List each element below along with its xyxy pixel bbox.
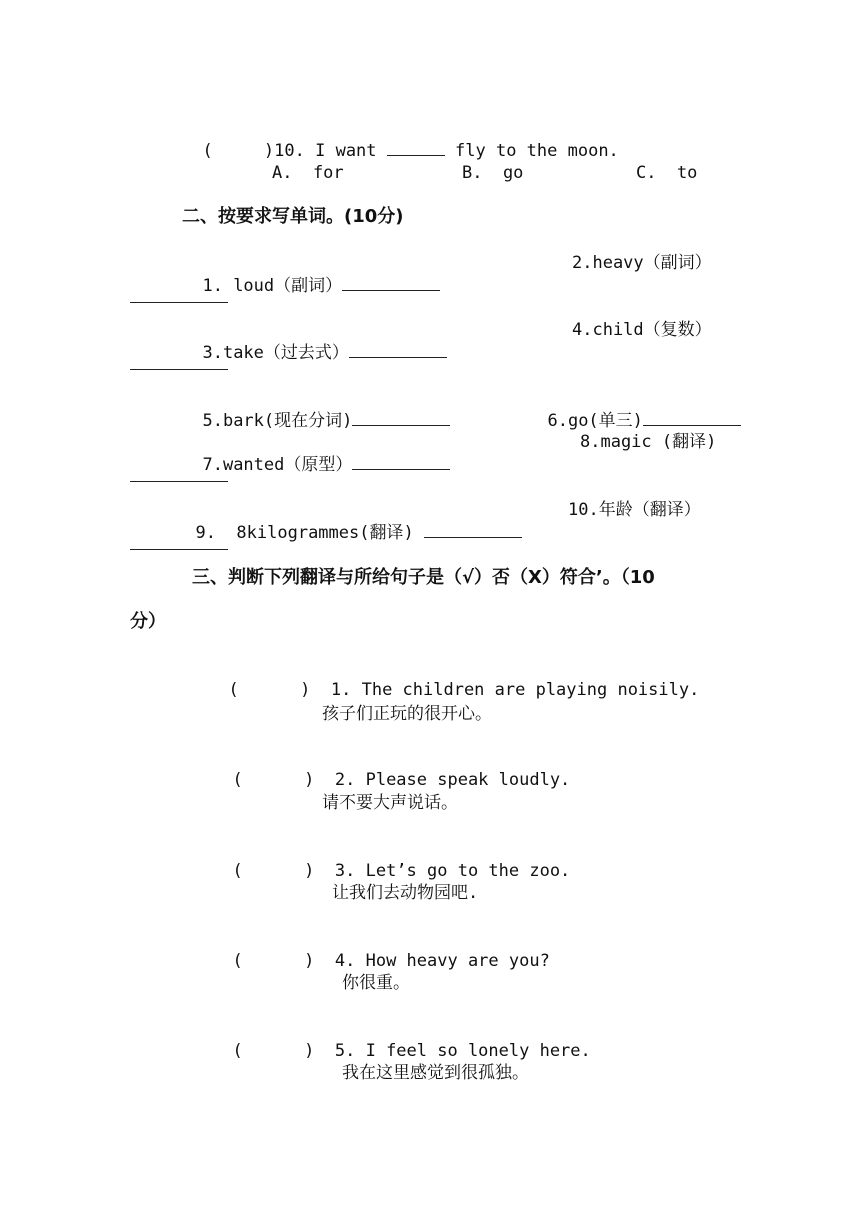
answer-paren[interactable]: ( ) — [202, 141, 275, 161]
english-sentence: I feel so lonely here. — [365, 1041, 591, 1061]
answer-paren[interactable]: ( ) — [232, 770, 315, 790]
item-number: 2. — [334, 770, 356, 790]
chinese-translation-5: 我在这里感觉到很孤独。 — [342, 1063, 529, 1083]
word-item-10-blank[interactable] — [130, 533, 228, 556]
section-2-heading: 二、按要求写单词。(10分) — [182, 206, 404, 227]
word-prompt: 6.go(单三) — [547, 411, 643, 431]
chinese-translation-1: 孩子们正玩的很开心。 — [322, 704, 492, 724]
answer-paren[interactable]: ( ) — [228, 680, 311, 700]
item-number: 4. — [334, 951, 356, 971]
answer-blank[interactable] — [342, 274, 440, 291]
option-b[interactable]: B. go — [462, 163, 524, 183]
answer-blank[interactable] — [352, 453, 450, 470]
english-sentence: Let’s go to the zoo. — [365, 861, 571, 881]
judge-item-1 — [208, 657, 699, 701]
chinese-translation-2: 请不要大声说话。 — [322, 793, 458, 813]
option-c[interactable]: C. to — [636, 163, 698, 183]
item-number: 5. — [334, 1041, 356, 1061]
answer-blank[interactable] — [424, 521, 522, 538]
word-item-4: 4.child（复数） — [572, 320, 712, 340]
chinese-translation-3: 让我们去动物园吧. — [332, 883, 479, 903]
item-number: 1. — [330, 680, 352, 700]
judge-item-5 — [212, 1018, 591, 1062]
word-item-2: 2.heavy（副词） — [572, 253, 712, 273]
item-number: 3. — [334, 861, 356, 881]
english-sentence: Please speak loudly. — [365, 770, 571, 790]
section-3-heading-line1: 三、判断下列翻译与所给句子是（√）否（X）符合’。（10 — [192, 567, 655, 588]
word-item-6 — [527, 387, 741, 432]
answer-blank[interactable] — [643, 409, 741, 426]
word-item-4-blank[interactable] — [130, 353, 228, 376]
word-prompt: 1. loud（副词） — [202, 276, 343, 296]
question-text-after: fly to the moon. — [455, 141, 619, 161]
question-number: 10. — [274, 141, 305, 161]
question-10 — [182, 117, 619, 162]
answer-blank[interactable] — [387, 139, 445, 156]
answer-paren[interactable]: ( ) — [232, 951, 315, 971]
word-item-8: 8.magic (翻译) — [580, 432, 717, 452]
word-prompt: 7.wanted（原型） — [202, 455, 353, 475]
judge-item-4 — [212, 928, 550, 972]
judge-item-2 — [212, 747, 570, 791]
option-a[interactable]: A. for — [272, 163, 344, 183]
english-sentence: The children are playing noisily. — [361, 680, 700, 700]
section-3-heading-line2: 分） — [130, 611, 166, 632]
answer-paren[interactable]: ( ) — [232, 1041, 315, 1061]
answer-blank[interactable] — [352, 409, 450, 426]
chinese-translation-4: 你很重。 — [342, 973, 410, 993]
judge-item-3 — [212, 838, 570, 882]
english-sentence: How heavy are you? — [365, 951, 550, 971]
word-item-2-blank[interactable] — [130, 286, 228, 309]
answer-paren[interactable]: ( ) — [232, 861, 315, 881]
word-item-8-blank[interactable] — [130, 465, 228, 488]
word-item-5 — [182, 387, 450, 432]
answer-blank[interactable] — [349, 341, 447, 358]
word-prompt: 5.bark(现在分词) — [202, 411, 353, 431]
question-text-before: I want — [315, 141, 377, 161]
word-prompt: 9. 8kilogrammes(翻译) — [195, 523, 414, 543]
word-item-10: 10.年龄（翻译） — [568, 500, 701, 520]
word-prompt: 3.take（过去式） — [202, 343, 349, 363]
